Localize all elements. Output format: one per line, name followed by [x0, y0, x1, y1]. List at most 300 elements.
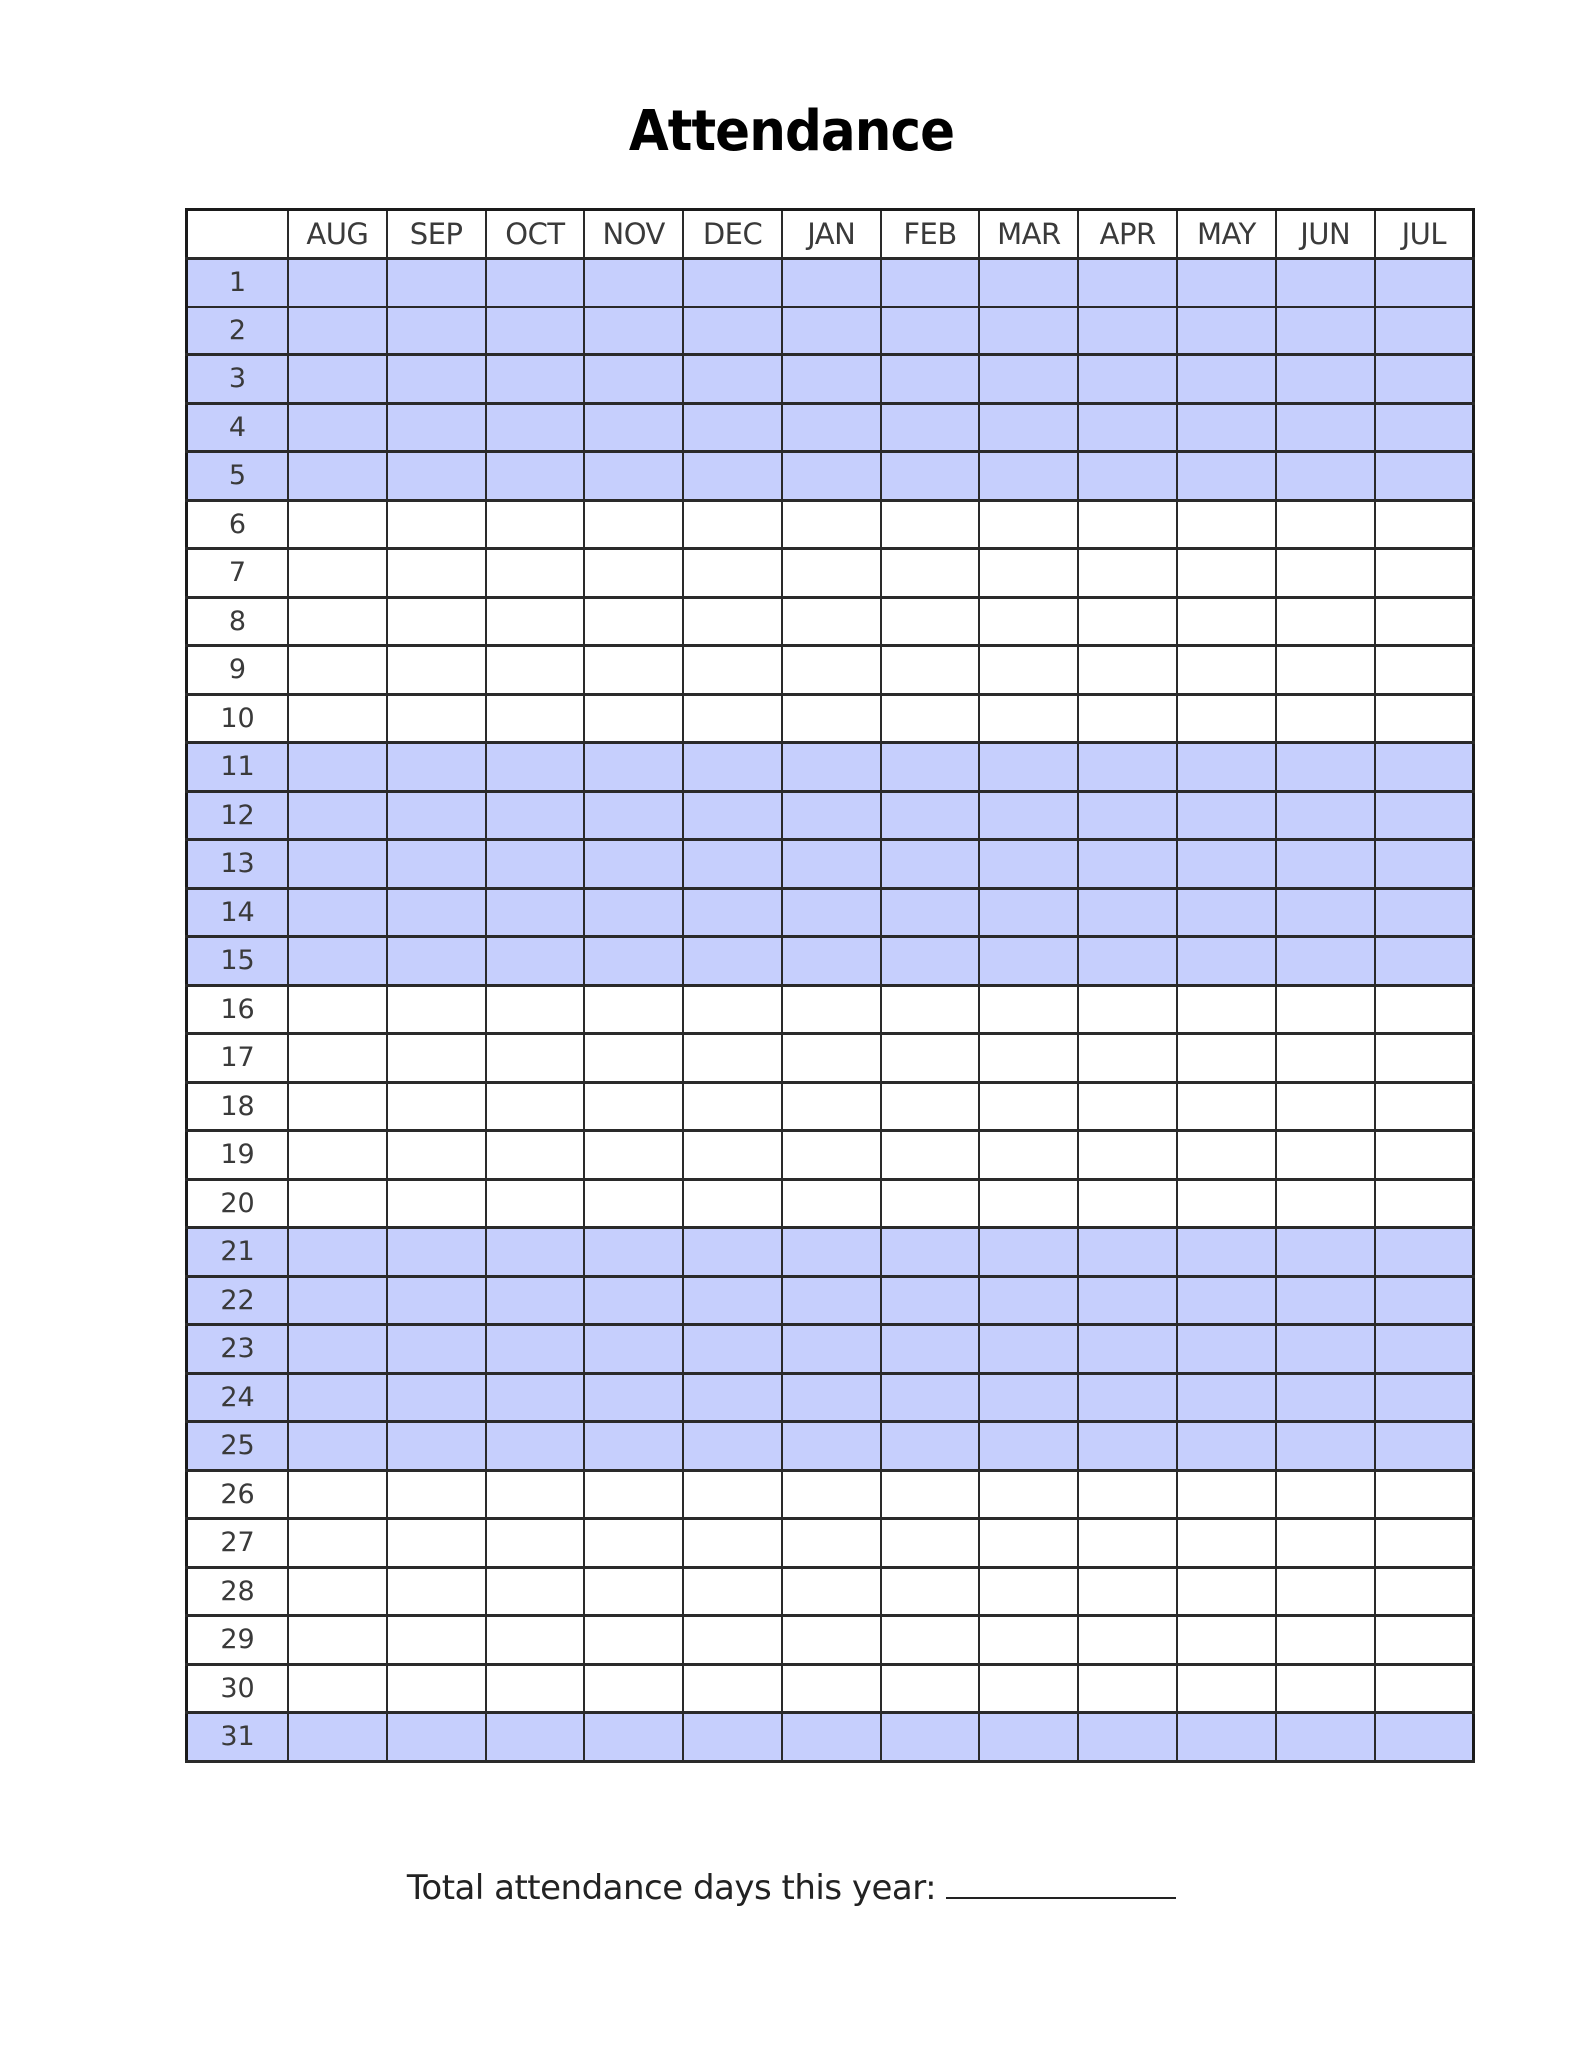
attendance-cell-aug-1[interactable]	[288, 259, 387, 307]
attendance-cell-feb-10[interactable]	[881, 694, 980, 743]
attendance-cell-feb-16[interactable]	[881, 985, 980, 1034]
attendance-cell-feb-12[interactable]	[881, 791, 980, 840]
attendance-cell-jan-10[interactable]	[782, 694, 881, 743]
attendance-cell-nov-27[interactable]	[584, 1519, 683, 1568]
attendance-cell-aug-28[interactable]	[288, 1567, 387, 1616]
attendance-cell-jul-2[interactable]	[1375, 307, 1474, 355]
attendance-cell-apr-24[interactable]	[1078, 1373, 1177, 1422]
attendance-cell-oct-18[interactable]	[486, 1082, 585, 1131]
attendance-cell-apr-18[interactable]	[1078, 1082, 1177, 1131]
attendance-cell-mar-27[interactable]	[979, 1519, 1078, 1568]
attendance-cell-sep-13[interactable]	[387, 840, 486, 889]
attendance-cell-jun-25[interactable]	[1276, 1422, 1375, 1471]
attendance-cell-sep-12[interactable]	[387, 791, 486, 840]
attendance-cell-apr-11[interactable]	[1078, 743, 1177, 792]
attendance-cell-oct-19[interactable]	[486, 1131, 585, 1180]
attendance-cell-jan-24[interactable]	[782, 1373, 881, 1422]
attendance-cell-jun-5[interactable]	[1276, 452, 1375, 501]
attendance-cell-apr-31[interactable]	[1078, 1713, 1177, 1762]
attendance-cell-sep-18[interactable]	[387, 1082, 486, 1131]
attendance-cell-aug-23[interactable]	[288, 1325, 387, 1374]
attendance-cell-sep-17[interactable]	[387, 1034, 486, 1083]
attendance-cell-aug-18[interactable]	[288, 1082, 387, 1131]
attendance-cell-dec-20[interactable]	[683, 1179, 782, 1228]
attendance-cell-mar-15[interactable]	[979, 937, 1078, 986]
attendance-cell-nov-5[interactable]	[584, 452, 683, 501]
attendance-cell-apr-10[interactable]	[1078, 694, 1177, 743]
attendance-cell-jun-28[interactable]	[1276, 1567, 1375, 1616]
attendance-cell-jul-12[interactable]	[1375, 791, 1474, 840]
attendance-cell-may-8[interactable]	[1177, 597, 1276, 646]
attendance-cell-nov-7[interactable]	[584, 549, 683, 598]
attendance-cell-nov-26[interactable]	[584, 1470, 683, 1519]
attendance-cell-sep-22[interactable]	[387, 1276, 486, 1325]
attendance-cell-dec-17[interactable]	[683, 1034, 782, 1083]
attendance-cell-aug-19[interactable]	[288, 1131, 387, 1180]
attendance-cell-mar-26[interactable]	[979, 1470, 1078, 1519]
attendance-cell-may-18[interactable]	[1177, 1082, 1276, 1131]
attendance-cell-mar-22[interactable]	[979, 1276, 1078, 1325]
attendance-cell-may-28[interactable]	[1177, 1567, 1276, 1616]
attendance-cell-oct-8[interactable]	[486, 597, 585, 646]
attendance-cell-nov-11[interactable]	[584, 743, 683, 792]
attendance-cell-oct-7[interactable]	[486, 549, 585, 598]
attendance-cell-sep-5[interactable]	[387, 452, 486, 501]
attendance-cell-dec-21[interactable]	[683, 1228, 782, 1277]
attendance-cell-oct-17[interactable]	[486, 1034, 585, 1083]
attendance-cell-feb-1[interactable]	[881, 259, 980, 307]
attendance-cell-apr-2[interactable]	[1078, 307, 1177, 355]
attendance-cell-feb-4[interactable]	[881, 403, 980, 452]
attendance-cell-may-1[interactable]	[1177, 259, 1276, 307]
attendance-cell-aug-14[interactable]	[288, 888, 387, 937]
attendance-cell-mar-24[interactable]	[979, 1373, 1078, 1422]
attendance-cell-jan-17[interactable]	[782, 1034, 881, 1083]
attendance-cell-jun-21[interactable]	[1276, 1228, 1375, 1277]
attendance-cell-apr-25[interactable]	[1078, 1422, 1177, 1471]
attendance-cell-feb-20[interactable]	[881, 1179, 980, 1228]
attendance-cell-feb-18[interactable]	[881, 1082, 980, 1131]
attendance-cell-oct-21[interactable]	[486, 1228, 585, 1277]
attendance-cell-nov-24[interactable]	[584, 1373, 683, 1422]
attendance-cell-may-23[interactable]	[1177, 1325, 1276, 1374]
attendance-cell-may-24[interactable]	[1177, 1373, 1276, 1422]
attendance-cell-oct-20[interactable]	[486, 1179, 585, 1228]
attendance-cell-aug-7[interactable]	[288, 549, 387, 598]
attendance-cell-oct-26[interactable]	[486, 1470, 585, 1519]
attendance-cell-jul-4[interactable]	[1375, 403, 1474, 452]
attendance-cell-apr-23[interactable]	[1078, 1325, 1177, 1374]
attendance-cell-jul-18[interactable]	[1375, 1082, 1474, 1131]
attendance-cell-jul-11[interactable]	[1375, 743, 1474, 792]
attendance-cell-nov-15[interactable]	[584, 937, 683, 986]
attendance-cell-nov-20[interactable]	[584, 1179, 683, 1228]
attendance-cell-jul-6[interactable]	[1375, 500, 1474, 549]
attendance-cell-may-3[interactable]	[1177, 355, 1276, 404]
attendance-cell-jan-15[interactable]	[782, 937, 881, 986]
attendance-cell-may-13[interactable]	[1177, 840, 1276, 889]
attendance-cell-may-12[interactable]	[1177, 791, 1276, 840]
attendance-cell-jun-6[interactable]	[1276, 500, 1375, 549]
attendance-cell-nov-3[interactable]	[584, 355, 683, 404]
attendance-cell-dec-15[interactable]	[683, 937, 782, 986]
attendance-cell-jun-4[interactable]	[1276, 403, 1375, 452]
attendance-cell-dec-8[interactable]	[683, 597, 782, 646]
attendance-cell-jun-15[interactable]	[1276, 937, 1375, 986]
attendance-cell-jan-27[interactable]	[782, 1519, 881, 1568]
attendance-cell-oct-10[interactable]	[486, 694, 585, 743]
attendance-cell-nov-19[interactable]	[584, 1131, 683, 1180]
attendance-cell-apr-13[interactable]	[1078, 840, 1177, 889]
attendance-cell-jan-11[interactable]	[782, 743, 881, 792]
attendance-cell-apr-30[interactable]	[1078, 1664, 1177, 1713]
attendance-cell-jan-3[interactable]	[782, 355, 881, 404]
attendance-cell-mar-1[interactable]	[979, 259, 1078, 307]
attendance-cell-jun-13[interactable]	[1276, 840, 1375, 889]
attendance-cell-jun-16[interactable]	[1276, 985, 1375, 1034]
attendance-cell-may-20[interactable]	[1177, 1179, 1276, 1228]
attendance-cell-dec-19[interactable]	[683, 1131, 782, 1180]
attendance-cell-sep-2[interactable]	[387, 307, 486, 355]
attendance-cell-sep-23[interactable]	[387, 1325, 486, 1374]
attendance-cell-jul-3[interactable]	[1375, 355, 1474, 404]
attendance-cell-jun-10[interactable]	[1276, 694, 1375, 743]
attendance-cell-sep-1[interactable]	[387, 259, 486, 307]
attendance-cell-jun-23[interactable]	[1276, 1325, 1375, 1374]
attendance-cell-jan-8[interactable]	[782, 597, 881, 646]
attendance-cell-jun-3[interactable]	[1276, 355, 1375, 404]
attendance-cell-nov-21[interactable]	[584, 1228, 683, 1277]
attendance-cell-aug-5[interactable]	[288, 452, 387, 501]
attendance-cell-mar-16[interactable]	[979, 985, 1078, 1034]
attendance-cell-oct-27[interactable]	[486, 1519, 585, 1568]
attendance-cell-sep-15[interactable]	[387, 937, 486, 986]
attendance-cell-aug-10[interactable]	[288, 694, 387, 743]
attendance-cell-mar-8[interactable]	[979, 597, 1078, 646]
attendance-cell-oct-30[interactable]	[486, 1664, 585, 1713]
attendance-cell-mar-2[interactable]	[979, 307, 1078, 355]
attendance-cell-oct-28[interactable]	[486, 1567, 585, 1616]
attendance-cell-feb-8[interactable]	[881, 597, 980, 646]
attendance-cell-sep-19[interactable]	[387, 1131, 486, 1180]
attendance-cell-oct-5[interactable]	[486, 452, 585, 501]
attendance-cell-dec-28[interactable]	[683, 1567, 782, 1616]
attendance-cell-jun-8[interactable]	[1276, 597, 1375, 646]
attendance-cell-jul-27[interactable]	[1375, 1519, 1474, 1568]
attendance-cell-dec-24[interactable]	[683, 1373, 782, 1422]
attendance-cell-nov-4[interactable]	[584, 403, 683, 452]
attendance-cell-nov-29[interactable]	[584, 1616, 683, 1665]
attendance-cell-jan-2[interactable]	[782, 307, 881, 355]
attendance-cell-apr-6[interactable]	[1078, 500, 1177, 549]
attendance-cell-may-25[interactable]	[1177, 1422, 1276, 1471]
attendance-cell-mar-17[interactable]	[979, 1034, 1078, 1083]
attendance-cell-jul-16[interactable]	[1375, 985, 1474, 1034]
attendance-cell-dec-10[interactable]	[683, 694, 782, 743]
attendance-cell-oct-3[interactable]	[486, 355, 585, 404]
attendance-cell-jan-22[interactable]	[782, 1276, 881, 1325]
attendance-cell-jan-16[interactable]	[782, 985, 881, 1034]
attendance-cell-feb-27[interactable]	[881, 1519, 980, 1568]
attendance-cell-mar-30[interactable]	[979, 1664, 1078, 1713]
attendance-cell-oct-23[interactable]	[486, 1325, 585, 1374]
attendance-cell-sep-16[interactable]	[387, 985, 486, 1034]
attendance-cell-nov-14[interactable]	[584, 888, 683, 937]
attendance-cell-jul-13[interactable]	[1375, 840, 1474, 889]
attendance-cell-jun-9[interactable]	[1276, 646, 1375, 695]
attendance-cell-apr-26[interactable]	[1078, 1470, 1177, 1519]
attendance-cell-sep-21[interactable]	[387, 1228, 486, 1277]
attendance-cell-oct-1[interactable]	[486, 259, 585, 307]
attendance-cell-may-22[interactable]	[1177, 1276, 1276, 1325]
attendance-cell-aug-21[interactable]	[288, 1228, 387, 1277]
attendance-cell-may-2[interactable]	[1177, 307, 1276, 355]
attendance-cell-apr-4[interactable]	[1078, 403, 1177, 452]
attendance-cell-may-14[interactable]	[1177, 888, 1276, 937]
attendance-cell-jun-22[interactable]	[1276, 1276, 1375, 1325]
attendance-cell-dec-6[interactable]	[683, 500, 782, 549]
attendance-cell-may-4[interactable]	[1177, 403, 1276, 452]
attendance-cell-may-5[interactable]	[1177, 452, 1276, 501]
attendance-cell-nov-13[interactable]	[584, 840, 683, 889]
attendance-cell-mar-29[interactable]	[979, 1616, 1078, 1665]
attendance-cell-apr-28[interactable]	[1078, 1567, 1177, 1616]
attendance-cell-jan-18[interactable]	[782, 1082, 881, 1131]
attendance-cell-jun-17[interactable]	[1276, 1034, 1375, 1083]
attendance-cell-apr-17[interactable]	[1078, 1034, 1177, 1083]
attendance-cell-mar-19[interactable]	[979, 1131, 1078, 1180]
attendance-cell-may-6[interactable]	[1177, 500, 1276, 549]
attendance-cell-may-26[interactable]	[1177, 1470, 1276, 1519]
attendance-cell-jan-19[interactable]	[782, 1131, 881, 1180]
attendance-cell-jul-5[interactable]	[1375, 452, 1474, 501]
attendance-cell-jun-7[interactable]	[1276, 549, 1375, 598]
attendance-cell-aug-17[interactable]	[288, 1034, 387, 1083]
attendance-cell-dec-18[interactable]	[683, 1082, 782, 1131]
attendance-cell-nov-22[interactable]	[584, 1276, 683, 1325]
attendance-cell-jul-31[interactable]	[1375, 1713, 1474, 1762]
attendance-cell-jul-10[interactable]	[1375, 694, 1474, 743]
attendance-cell-apr-29[interactable]	[1078, 1616, 1177, 1665]
attendance-cell-may-21[interactable]	[1177, 1228, 1276, 1277]
attendance-cell-apr-7[interactable]	[1078, 549, 1177, 598]
attendance-cell-mar-25[interactable]	[979, 1422, 1078, 1471]
attendance-cell-mar-13[interactable]	[979, 840, 1078, 889]
attendance-cell-aug-3[interactable]	[288, 355, 387, 404]
attendance-cell-feb-29[interactable]	[881, 1616, 980, 1665]
attendance-cell-apr-20[interactable]	[1078, 1179, 1177, 1228]
attendance-cell-oct-2[interactable]	[486, 307, 585, 355]
attendance-cell-aug-8[interactable]	[288, 597, 387, 646]
attendance-cell-feb-23[interactable]	[881, 1325, 980, 1374]
attendance-cell-mar-21[interactable]	[979, 1228, 1078, 1277]
attendance-cell-mar-20[interactable]	[979, 1179, 1078, 1228]
attendance-cell-aug-27[interactable]	[288, 1519, 387, 1568]
attendance-cell-mar-9[interactable]	[979, 646, 1078, 695]
attendance-cell-aug-13[interactable]	[288, 840, 387, 889]
attendance-cell-mar-31[interactable]	[979, 1713, 1078, 1762]
attendance-cell-aug-12[interactable]	[288, 791, 387, 840]
attendance-cell-aug-16[interactable]	[288, 985, 387, 1034]
attendance-cell-sep-9[interactable]	[387, 646, 486, 695]
attendance-cell-may-19[interactable]	[1177, 1131, 1276, 1180]
attendance-cell-aug-24[interactable]	[288, 1373, 387, 1422]
attendance-cell-feb-7[interactable]	[881, 549, 980, 598]
attendance-cell-aug-15[interactable]	[288, 937, 387, 986]
attendance-cell-jan-6[interactable]	[782, 500, 881, 549]
attendance-cell-oct-4[interactable]	[486, 403, 585, 452]
attendance-cell-mar-11[interactable]	[979, 743, 1078, 792]
attendance-cell-oct-15[interactable]	[486, 937, 585, 986]
attendance-cell-mar-28[interactable]	[979, 1567, 1078, 1616]
attendance-cell-jul-24[interactable]	[1375, 1373, 1474, 1422]
attendance-cell-apr-22[interactable]	[1078, 1276, 1177, 1325]
attendance-cell-jan-5[interactable]	[782, 452, 881, 501]
attendance-cell-oct-12[interactable]	[486, 791, 585, 840]
attendance-cell-jun-19[interactable]	[1276, 1131, 1375, 1180]
attendance-cell-oct-11[interactable]	[486, 743, 585, 792]
attendance-cell-feb-9[interactable]	[881, 646, 980, 695]
attendance-cell-oct-9[interactable]	[486, 646, 585, 695]
attendance-cell-jul-9[interactable]	[1375, 646, 1474, 695]
attendance-cell-jan-14[interactable]	[782, 888, 881, 937]
attendance-cell-sep-7[interactable]	[387, 549, 486, 598]
attendance-cell-jul-7[interactable]	[1375, 549, 1474, 598]
attendance-cell-jul-30[interactable]	[1375, 1664, 1474, 1713]
attendance-cell-sep-11[interactable]	[387, 743, 486, 792]
attendance-cell-aug-26[interactable]	[288, 1470, 387, 1519]
attendance-cell-jan-29[interactable]	[782, 1616, 881, 1665]
attendance-cell-jun-26[interactable]	[1276, 1470, 1375, 1519]
attendance-cell-may-17[interactable]	[1177, 1034, 1276, 1083]
attendance-cell-feb-2[interactable]	[881, 307, 980, 355]
attendance-cell-may-11[interactable]	[1177, 743, 1276, 792]
attendance-cell-aug-20[interactable]	[288, 1179, 387, 1228]
attendance-cell-dec-3[interactable]	[683, 355, 782, 404]
attendance-cell-nov-28[interactable]	[584, 1567, 683, 1616]
attendance-cell-jul-17[interactable]	[1375, 1034, 1474, 1083]
attendance-cell-dec-27[interactable]	[683, 1519, 782, 1568]
attendance-cell-jul-21[interactable]	[1375, 1228, 1474, 1277]
attendance-cell-nov-18[interactable]	[584, 1082, 683, 1131]
attendance-cell-jan-30[interactable]	[782, 1664, 881, 1713]
attendance-cell-jan-4[interactable]	[782, 403, 881, 452]
attendance-cell-apr-9[interactable]	[1078, 646, 1177, 695]
attendance-cell-sep-8[interactable]	[387, 597, 486, 646]
attendance-cell-may-30[interactable]	[1177, 1664, 1276, 1713]
attendance-cell-dec-22[interactable]	[683, 1276, 782, 1325]
attendance-cell-may-9[interactable]	[1177, 646, 1276, 695]
attendance-cell-sep-30[interactable]	[387, 1664, 486, 1713]
attendance-cell-jun-12[interactable]	[1276, 791, 1375, 840]
attendance-cell-may-10[interactable]	[1177, 694, 1276, 743]
attendance-cell-dec-30[interactable]	[683, 1664, 782, 1713]
attendance-cell-sep-31[interactable]	[387, 1713, 486, 1762]
attendance-cell-oct-25[interactable]	[486, 1422, 585, 1471]
attendance-cell-jul-28[interactable]	[1375, 1567, 1474, 1616]
attendance-cell-feb-21[interactable]	[881, 1228, 980, 1277]
attendance-cell-jun-1[interactable]	[1276, 259, 1375, 307]
attendance-cell-aug-11[interactable]	[288, 743, 387, 792]
attendance-cell-jan-21[interactable]	[782, 1228, 881, 1277]
attendance-cell-feb-22[interactable]	[881, 1276, 980, 1325]
attendance-cell-mar-12[interactable]	[979, 791, 1078, 840]
total-attendance-blank[interactable]	[946, 1869, 1176, 1899]
attendance-cell-aug-25[interactable]	[288, 1422, 387, 1471]
attendance-cell-feb-6[interactable]	[881, 500, 980, 549]
attendance-cell-mar-6[interactable]	[979, 500, 1078, 549]
attendance-cell-sep-24[interactable]	[387, 1373, 486, 1422]
attendance-cell-jul-8[interactable]	[1375, 597, 1474, 646]
attendance-cell-dec-14[interactable]	[683, 888, 782, 937]
attendance-cell-feb-26[interactable]	[881, 1470, 980, 1519]
attendance-cell-dec-16[interactable]	[683, 985, 782, 1034]
attendance-cell-oct-22[interactable]	[486, 1276, 585, 1325]
attendance-cell-oct-24[interactable]	[486, 1373, 585, 1422]
attendance-cell-feb-28[interactable]	[881, 1567, 980, 1616]
attendance-cell-nov-9[interactable]	[584, 646, 683, 695]
attendance-cell-jul-14[interactable]	[1375, 888, 1474, 937]
attendance-cell-apr-14[interactable]	[1078, 888, 1177, 937]
attendance-cell-jun-27[interactable]	[1276, 1519, 1375, 1568]
attendance-cell-jun-24[interactable]	[1276, 1373, 1375, 1422]
attendance-cell-dec-26[interactable]	[683, 1470, 782, 1519]
attendance-cell-jun-14[interactable]	[1276, 888, 1375, 937]
attendance-cell-jul-23[interactable]	[1375, 1325, 1474, 1374]
attendance-cell-sep-6[interactable]	[387, 500, 486, 549]
attendance-cell-oct-29[interactable]	[486, 1616, 585, 1665]
attendance-cell-jun-2[interactable]	[1276, 307, 1375, 355]
attendance-cell-apr-19[interactable]	[1078, 1131, 1177, 1180]
attendance-cell-aug-29[interactable]	[288, 1616, 387, 1665]
attendance-cell-dec-7[interactable]	[683, 549, 782, 598]
attendance-cell-oct-31[interactable]	[486, 1713, 585, 1762]
attendance-cell-aug-9[interactable]	[288, 646, 387, 695]
attendance-cell-jan-9[interactable]	[782, 646, 881, 695]
attendance-cell-jul-26[interactable]	[1375, 1470, 1474, 1519]
attendance-cell-jan-31[interactable]	[782, 1713, 881, 1762]
attendance-cell-feb-5[interactable]	[881, 452, 980, 501]
attendance-cell-apr-27[interactable]	[1078, 1519, 1177, 1568]
attendance-cell-dec-1[interactable]	[683, 259, 782, 307]
attendance-cell-jul-29[interactable]	[1375, 1616, 1474, 1665]
attendance-cell-jul-19[interactable]	[1375, 1131, 1474, 1180]
attendance-cell-may-16[interactable]	[1177, 985, 1276, 1034]
attendance-cell-feb-3[interactable]	[881, 355, 980, 404]
attendance-cell-mar-14[interactable]	[979, 888, 1078, 937]
attendance-cell-jun-29[interactable]	[1276, 1616, 1375, 1665]
attendance-cell-dec-5[interactable]	[683, 452, 782, 501]
attendance-cell-dec-9[interactable]	[683, 646, 782, 695]
attendance-cell-feb-24[interactable]	[881, 1373, 980, 1422]
attendance-cell-jul-25[interactable]	[1375, 1422, 1474, 1471]
attendance-cell-sep-29[interactable]	[387, 1616, 486, 1665]
attendance-cell-mar-7[interactable]	[979, 549, 1078, 598]
attendance-cell-feb-30[interactable]	[881, 1664, 980, 1713]
attendance-cell-jan-20[interactable]	[782, 1179, 881, 1228]
attendance-cell-dec-25[interactable]	[683, 1422, 782, 1471]
attendance-cell-mar-23[interactable]	[979, 1325, 1078, 1374]
attendance-cell-feb-31[interactable]	[881, 1713, 980, 1762]
attendance-cell-jan-26[interactable]	[782, 1470, 881, 1519]
attendance-cell-jan-12[interactable]	[782, 791, 881, 840]
attendance-cell-mar-18[interactable]	[979, 1082, 1078, 1131]
attendance-cell-dec-4[interactable]	[683, 403, 782, 452]
attendance-cell-feb-19[interactable]	[881, 1131, 980, 1180]
attendance-cell-may-7[interactable]	[1177, 549, 1276, 598]
attendance-cell-nov-31[interactable]	[584, 1713, 683, 1762]
attendance-cell-sep-28[interactable]	[387, 1567, 486, 1616]
